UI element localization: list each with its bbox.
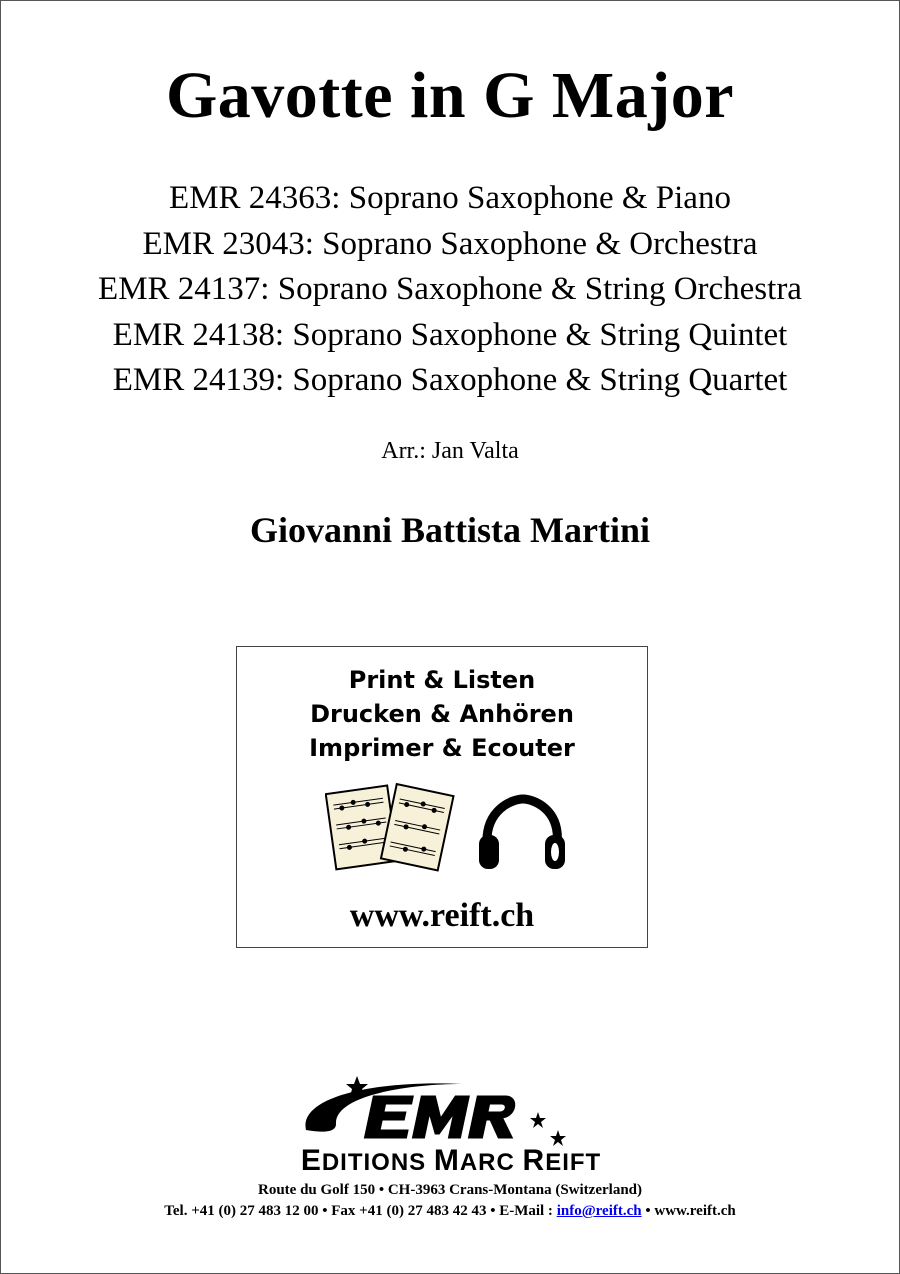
edition-line: EMR 24139: Soprano Saxophone & String Quartet: [112, 362, 788, 398]
promo-icons: [325, 779, 565, 875]
publisher-address: Route du Golf 150 • CH-3963 Crans-Montana (Switzerland): [258, 1182, 642, 1198]
sheet-music-icon: [326, 784, 454, 870]
arranger: Arr.: Jan Valta: [381, 438, 519, 464]
edition-line: EMR 24138: Soprano Saxophone & String Quintet: [112, 316, 788, 353]
promo-line-de: Drucken & Anhören: [310, 700, 574, 728]
promo-website[interactable]: www.reift.ch: [349, 897, 535, 934]
contact-phone-fax: Tel. +41 (0) 27 483 12 00 • Fax +41 (0) 27 483 42 43 • E-Mail :: [164, 1203, 557, 1219]
emr-logo: [236, 1074, 666, 1174]
edition-line: EMR 24363: Soprano Saxophone & Piano: [169, 180, 731, 216]
email-link[interactable]: info@reift.ch: [556, 1203, 642, 1219]
print-listen-box[interactable]: [236, 646, 648, 948]
edition-line: EMR 24137: Soprano Saxophone & String Orchestra: [98, 271, 802, 307]
page-title: Gavotte in G Major: [165, 59, 735, 132]
edition-line: EMR 23043: Soprano Saxophone & Orchestra: [142, 225, 758, 262]
promo-text: [237, 663, 647, 765]
composer: Giovanni Battista Martini: [249, 510, 650, 550]
promo-line-fr: Imprimer & Ecouter: [309, 734, 575, 762]
publisher-address-block: [0, 1180, 900, 1222]
publisher-name: EDITIONS MARC REIFT: [300, 1144, 602, 1174]
contact-website[interactable]: • www.reift.ch: [641, 1203, 736, 1219]
promo-line-en: Print & Listen: [348, 666, 536, 694]
publisher-contact: [0, 1201, 900, 1222]
edition-list: [0, 176, 900, 404]
headphones-icon: [479, 799, 565, 869]
